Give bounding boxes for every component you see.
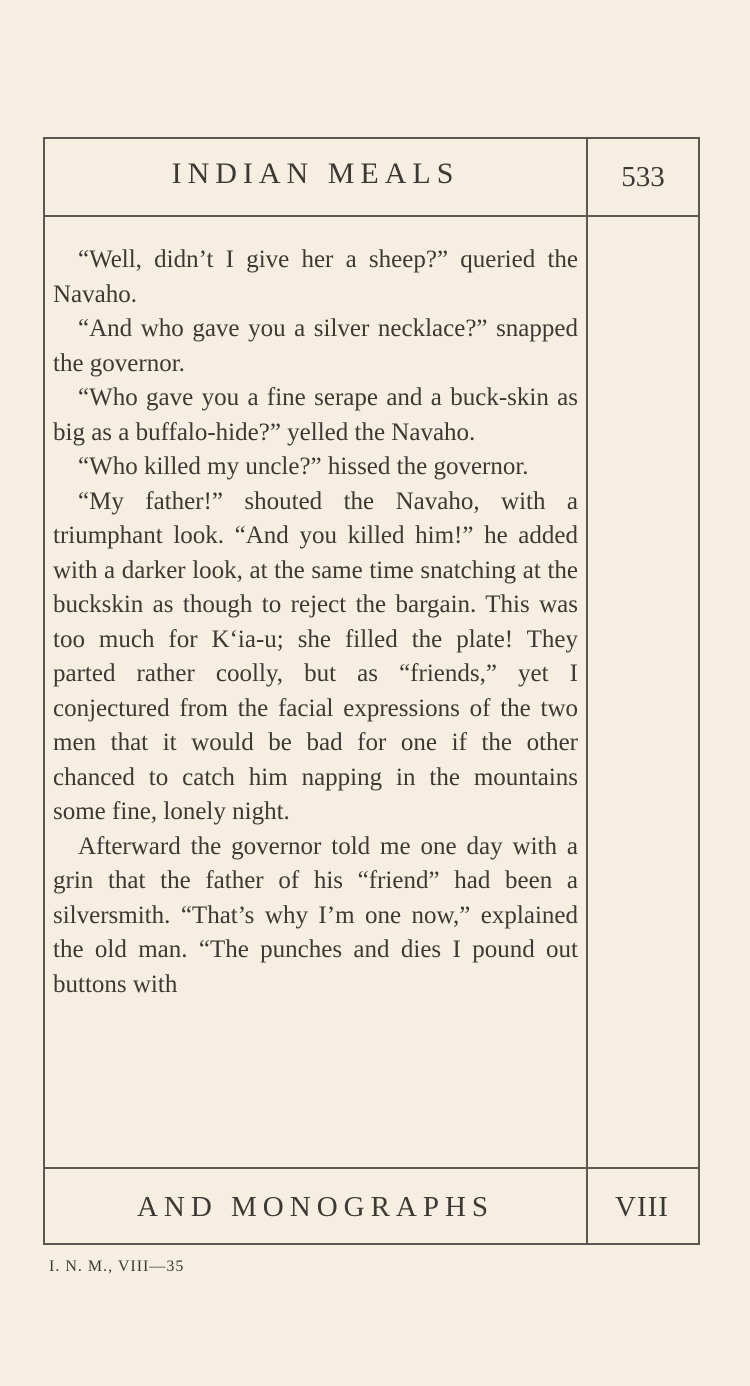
- page-frame: [43, 137, 700, 1245]
- printer-signature-mark: I. N. M., VIII—35: [49, 1258, 185, 1275]
- running-foot-volume: VIII: [615, 1191, 669, 1223]
- page-number: 533: [621, 161, 665, 193]
- header-divider: [45, 215, 698, 217]
- running-foot-series-title: AND MONOGRAPHS: [136, 1191, 495, 1223]
- running-head-title: INDIAN MEALS: [171, 157, 460, 190]
- paragraph: “And who gave you a silver necklace?” snapped the governor.: [53, 315, 578, 377]
- body-text: [53, 243, 578, 1002]
- paragraph: “Who killed my uncle?” hissed the governor.: [78, 453, 529, 480]
- paragraph: Afterward the governor told me one day with a grin that the father of his “friend” had been a silversmith. “That’s why I’m one now,” explained the old man. “The punches and dies I pound out buttons with: [53, 832, 578, 998]
- footer-divider: [45, 1167, 698, 1169]
- margin-column-divider: [586, 139, 588, 1243]
- paragraph: “Well, didn’t I give her a sheep?” queried the Navaho.: [53, 246, 578, 308]
- paragraph: “Who gave you a fine serape and a buck-skin as big as a buffalo-hide?” yelled the Navaho.: [53, 384, 578, 446]
- paragraph: “My father!” shouted the Navaho, with a triumphant look. “And you killed him!” he added with a darker look, at the same time snatching at the buckskin as though to reject the bargain. This was too much for K‘ia-u; she filled the plate! They parted rather coolly, but as “friends,” yet I conjectured from the facial expressions of the two men that it would be bad for one if the other chanced to catch him napping in the mountains some fine, lonely night.: [53, 487, 578, 825]
